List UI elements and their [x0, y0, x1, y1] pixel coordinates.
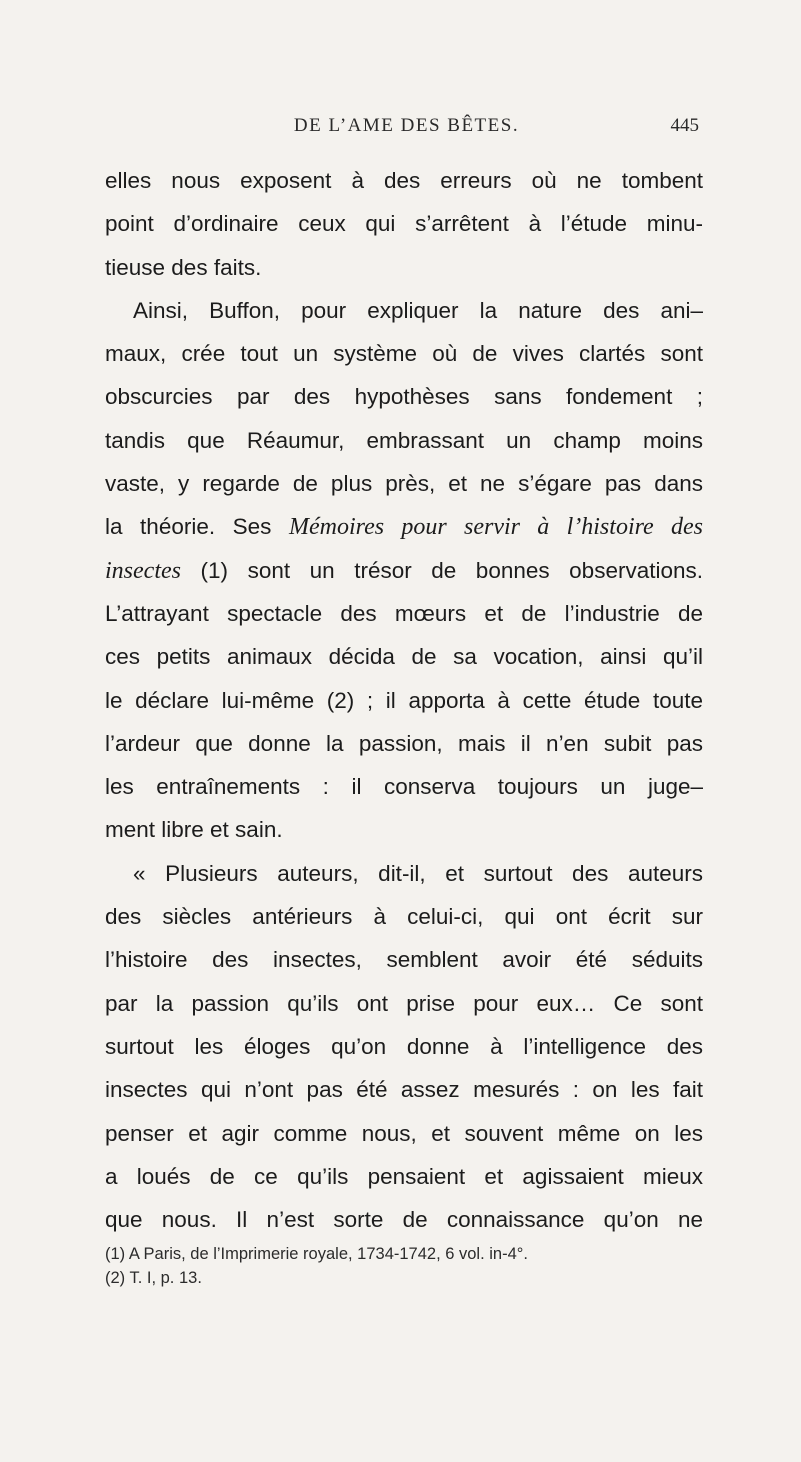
text-line — [105, 505, 703, 548]
text-line: penser et agir comme nous, et souvent même on les — [105, 1120, 703, 1146]
text-line: tieuse des faits. — [105, 254, 262, 280]
text-line: par la passion qu’ils ont prise pour eux… Ce sont — [105, 990, 703, 1016]
text-line: que nous. Il n’est sorte de connaissance qu’on ne — [105, 1207, 703, 1233]
text-line: Ainsi, Buffon, pour expliquer la nature des ani– — [133, 297, 703, 323]
text-line: des siècles antérieurs à celui-ci, qui ont écrit sur — [105, 904, 703, 930]
footnote: (1) A Paris, de l’Imprimerie royale, 1734-1742, 6 vol. in-4°. — [105, 1245, 528, 1263]
text-line: « Plusieurs auteurs, dit-il, et surtout des auteurs — [133, 860, 703, 886]
text-line: obscurcies par des hypothèses sans fondement ; — [105, 384, 703, 410]
text-line: L’attrayant spectacle des mœurs et de l’industrie de — [105, 600, 703, 626]
text-line: point d’ordinaire ceux qui s’arrêtent à l’étude minu- — [105, 211, 703, 237]
text-segment: (1) sont un trésor de bonnes observations. — [200, 557, 703, 583]
body-text — [105, 159, 703, 1241]
text-line: ces petits animaux décida de sa vocation, ainsi qu’il — [105, 644, 703, 670]
text-line: tandis que Réaumur, embrassant un champ moins — [105, 427, 703, 453]
italic-title: insectes — [105, 557, 181, 584]
footnote: (2) T. I, p. 13. — [105, 1269, 202, 1287]
running-head — [0, 115, 801, 145]
text-line: les entraînements : il conserva toujours un juge– — [105, 774, 703, 800]
footnotes — [105, 1242, 715, 1290]
text-line: le déclare lui-même (2) ; il apporta à cette étude toute — [105, 687, 703, 713]
italic-title: Mémoires pour servir à l’histoire des — [289, 514, 703, 541]
text-line: l’ardeur que donne la passion, mais il n’en subit pas — [105, 730, 703, 756]
text-line — [105, 549, 703, 592]
text-line: ment libre et sain. — [105, 817, 283, 843]
text-line: insectes qui n’ont pas été assez mesurés : on les fait — [105, 1077, 703, 1103]
text-line: a loués de ce qu’ils pensaient et agissaient mieux — [105, 1163, 703, 1189]
page-number: 445 — [670, 115, 699, 136]
text-segment: la théorie. Ses — [105, 514, 272, 540]
text-line: surtout les éloges qu’on donne à l’intelligence des — [105, 1033, 703, 1059]
text-line: l’histoire des insectes, semblent avoir été séduits — [105, 947, 703, 973]
text-line: elles nous exposent à des erreurs où ne tombent — [105, 168, 703, 193]
text-line: vaste, y regarde de plus près, et ne s’égare pas dans — [105, 471, 703, 497]
running-title: DE L’AME DES BÊTES. — [293, 115, 520, 136]
text-line: maux, crée tout un système où de vives clartés sont — [105, 341, 703, 367]
